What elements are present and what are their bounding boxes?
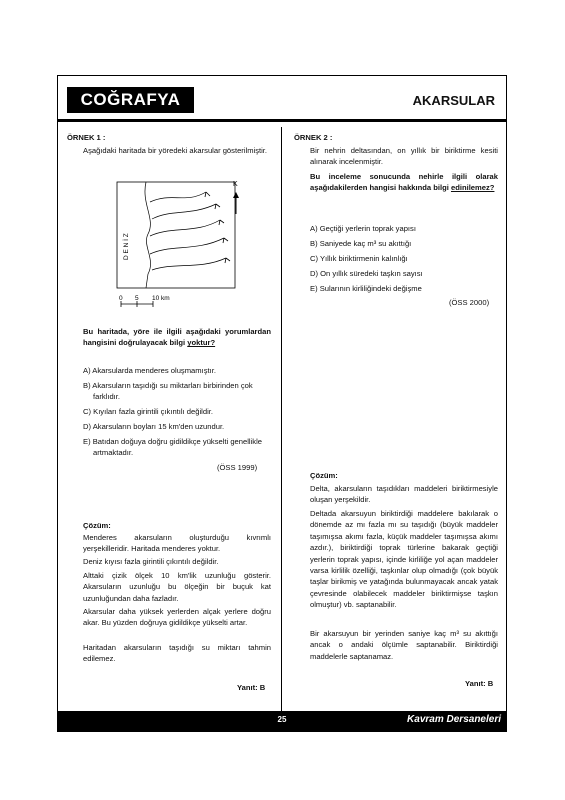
- sea-label: D E N İ Z: [123, 233, 130, 260]
- scale-5: 5: [135, 295, 139, 302]
- column-divider: [281, 127, 282, 711]
- example2-label: ÖRNEK 2 :: [294, 133, 333, 142]
- subject-title: COĞRAFYA: [67, 87, 194, 113]
- header-rule: [57, 119, 507, 122]
- example2-option-e: E) Sularının kirliliğindeki değişme: [310, 284, 422, 293]
- example1-option-c: C) Kıyıları fazla girintili çıkıntılı değildir.: [83, 407, 213, 416]
- example2-option-b: B) Saniyede kaç m³ su akıttığı: [310, 239, 412, 248]
- example1-solution-p5: Haritadan akarsuların taşıdığı su miktarı tahmin edilemez.: [83, 643, 271, 664]
- example1-option-b: B) Akarsuların taşıdığı su miktarları birbirinden çok farklıdır.: [83, 381, 253, 401]
- example1-question: Bu haritada, yöre ile ilgili aşağıdaki yorumlardan hangisini doğrulayacak bilgi yoktur?: [83, 327, 271, 348]
- compass-label: K: [233, 181, 238, 188]
- example1-solution-p2: Deniz kıyısı fazla girintili çıkıntılı değildir.: [83, 557, 219, 566]
- example1-intro: Aşağıdaki haritada bir yöredeki akarsular gösterilmiştir.: [83, 146, 268, 155]
- scale-0: 0: [119, 295, 123, 302]
- example2-option-a: A) Geçtiği yerlerin toprak yapısı: [310, 224, 416, 233]
- example1-source: (ÖSS 1999): [217, 463, 258, 472]
- example2-intro: Bir nehrin deltasından, on yıllık bir biriktirme kesiti alınarak incelenmiştir.: [310, 146, 498, 167]
- river-map: [116, 174, 260, 316]
- example1-label: ÖRNEK 1 :: [67, 133, 106, 142]
- topic-title: AKARSULAR: [412, 93, 495, 108]
- example2-solution-label: Çözüm:: [310, 471, 338, 480]
- example1-option-d: D) Akarsuların boyları 15 km'den uzundur.: [83, 422, 225, 431]
- example1-solution-p1: Menderes akarsuların oluşturduğu kıvrımlı yerşekilleridir. Haritada menderes yoktur.: [83, 533, 271, 554]
- example2-option-c: C) Yıllık biriktirmenin kalınlığı: [310, 254, 408, 263]
- example1-solution-p4: Akarsular daha yüksek yerlerden alçak yerlere doğru akar. Bu yüzden doğruya gidildikçe yükselti artar.: [83, 607, 271, 628]
- page-number: 25: [277, 715, 287, 724]
- publisher-brand: Kavram Dersaneleri: [407, 714, 501, 725]
- example2-solution-p3: Bir akarsuyun bir yerinden saniye kaç m³ su akıttığı ancak o andaki ölçümle saptanabilir. Biriktirdiği maddelerle saptanamaz.: [310, 629, 498, 661]
- example1-answer: Yanıt: B: [237, 683, 266, 692]
- example2-solution-p2: Deltada akarsuyun biriktirdiği maddelere bakılarak o dönemde az mı fazla mı su taşıdığı (büyük maddeler taşımışsa akımı fazla, küçük maddeler taşımışsa akımı azdır.), biriktirdiği toprak türlerine bakarak geçtiği yerlerin toprak yapısı, içinde kirliliğe yol açan maddeler varsa kirlilik özelliği, taşkınlar olup olmadığı (çok büyük taşlar birikmiş ve yatağında bulunmayacak ancak yatak çevresinde olabilecek maddeler biriktirmişse taşkın olmuştur) vb. saptanabilir.: [310, 509, 498, 610]
- example2-source: (ÖSS 2000): [449, 298, 490, 307]
- example2-answer: Yanıt: B: [465, 679, 494, 688]
- example1-option-e: E) Batıdan doğuya doğru gidildikçe yükselti genellikle artmaktadır.: [83, 437, 262, 457]
- example1-option-a: A) Akarsularda menderes oluşmamıştır.: [83, 366, 216, 375]
- example1-solution-label: Çözüm:: [83, 521, 111, 530]
- example2-question: Bu inceleme sonucunda nehirle ilgili olarak aşağıdakilerden hangisi hakkında bilgi edinilemez?: [310, 172, 498, 193]
- footer-bar: [57, 711, 507, 732]
- example2-solution-p1: Delta, akarsuların taşıdıkları maddeleri biriktirmesiyle oluşan yerşekildir.: [310, 484, 498, 505]
- example2-option-d: D) On yıllık süredeki taşkın sayısı: [310, 269, 423, 278]
- example1-solution-p3: Alttaki çizik ölçek 10 km'lik uzunluğu gösterir. Akarsuların uzunluğu bu ölçeğin bir buçuk kat uzunluğundan daha fazladır.: [83, 571, 271, 603]
- scale-10: 10 km: [152, 295, 170, 302]
